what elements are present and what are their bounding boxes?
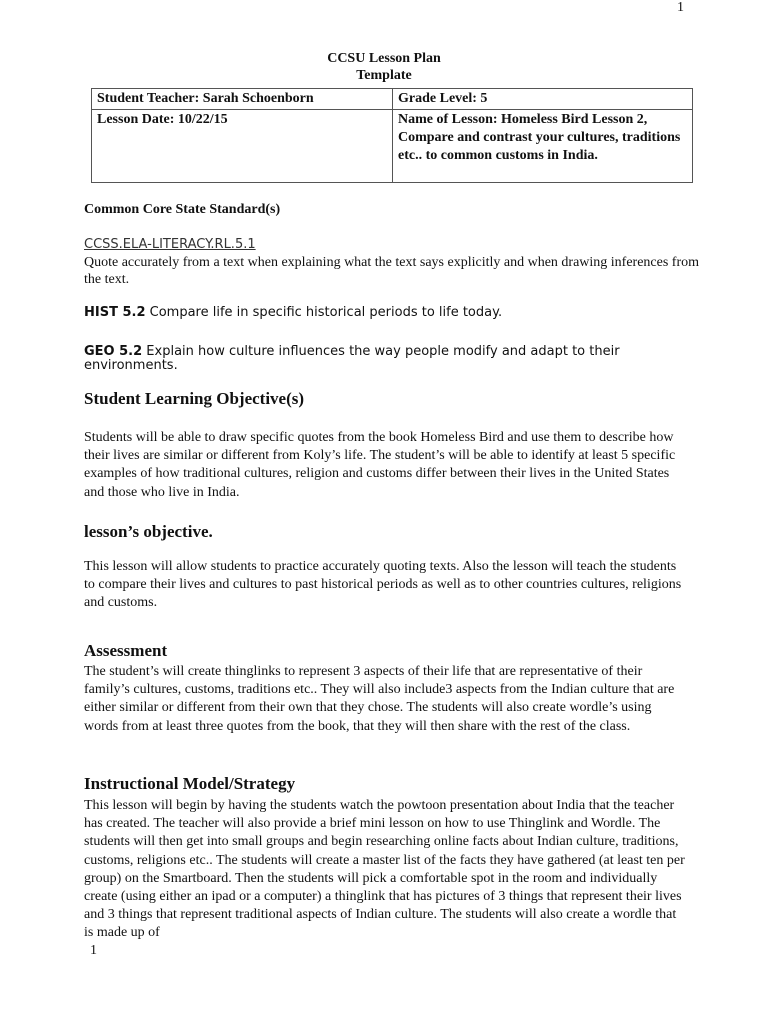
- lesson-date-cell: Lesson Date: 10/22/15: [92, 110, 393, 183]
- lesson-name-cell: Name of Lesson: Homeless Bird Lesson 2, Compare and contrast your cultures, traditions etc.. to common customs in India.: [393, 110, 693, 183]
- instructional-model-text: This lesson will begin by having the students watch the powtoon presentation about India that the teacher has created. The teacher will also provide a brief mini lesson on how to use Thinglink and Wordle. The students will then get into small groups and begin researching online facts about Indian culture, traditions, customs, religions etc.. The students will create a master list of the facts they have gathered (at least ten per group) on the Smartboard. Then the students will pick a comfortable spot in the room and individually create (using either an ipad or a computer) a thinglink that has pictures of 3 things that represent their lives and 3 things that represent traditional aspects of Indian culture. The students will also create a wordle that is made up of: [84, 798, 685, 941]
- instructional-model-heading: Instructional Model/Strategy: [84, 774, 296, 793]
- ccss-standard-text: Quote accurately from a text when explaining what the text says explicitly and when drawing inferences from the text.: [84, 255, 700, 287]
- lesson-info-table: [91, 88, 693, 183]
- geo-standard: [84, 345, 704, 373]
- lesson-objective-text: This lesson will allow students to practice accurately quoting texts. Also the lesson will teach the students to compare their lives and cultures to past historical periods as well as to other countries cultures, religions and customs.: [84, 559, 682, 611]
- page-number-bottom: 1: [90, 943, 97, 958]
- assessment-text: The student’s will create thinglinks to represent 3 aspects of their life that are representative of their family’s cultures, customs, traditions etc.. They will also include3 aspects from the Indian culture that are either similar or different from their own that they chose. The students will also create wordle’s using words from at least three quotes from the book, that they will then share with the rest of the class.: [84, 664, 675, 734]
- page-number-top: 1: [677, 0, 684, 15]
- hist-standard: [84, 306, 704, 320]
- hist-standard-text: Compare life in specific historical periods to life today.: [145, 305, 503, 320]
- document-subtitle: Template: [356, 68, 412, 83]
- geo-standard-code: GEO 5.2: [84, 344, 143, 359]
- learning-objectives-heading: Student Learning Objective(s): [84, 389, 305, 408]
- learning-objectives-text: Students will be able to draw specific quotes from the book Homeless Bird and use them to describe how their lives are similar or different from Koly’s life. The student’s will be able to identify at least 5 specific examples of how traditional cultures, religion and customs differ between their lives in the United States and those who live in India.: [84, 430, 676, 500]
- geo-standard-text: Explain how culture influences the way people modify and adapt to their environments.: [84, 344, 620, 373]
- assessment-heading: Assessment: [84, 641, 168, 660]
- hist-standard-code: HIST 5.2: [84, 305, 146, 320]
- standards-heading: Common Core State Standard(s): [84, 202, 281, 217]
- lesson-objective-heading: lesson’s objective.: [84, 522, 213, 541]
- student-teacher-cell: Student Teacher: Sarah Schoenborn: [92, 89, 393, 110]
- ccss-standard-link[interactable]: CCSS.ELA-LITERACY.RL.5.1: [84, 237, 256, 252]
- document-title: CCSU Lesson Plan: [327, 51, 441, 66]
- grade-level-cell: Grade Level: 5: [393, 89, 693, 110]
